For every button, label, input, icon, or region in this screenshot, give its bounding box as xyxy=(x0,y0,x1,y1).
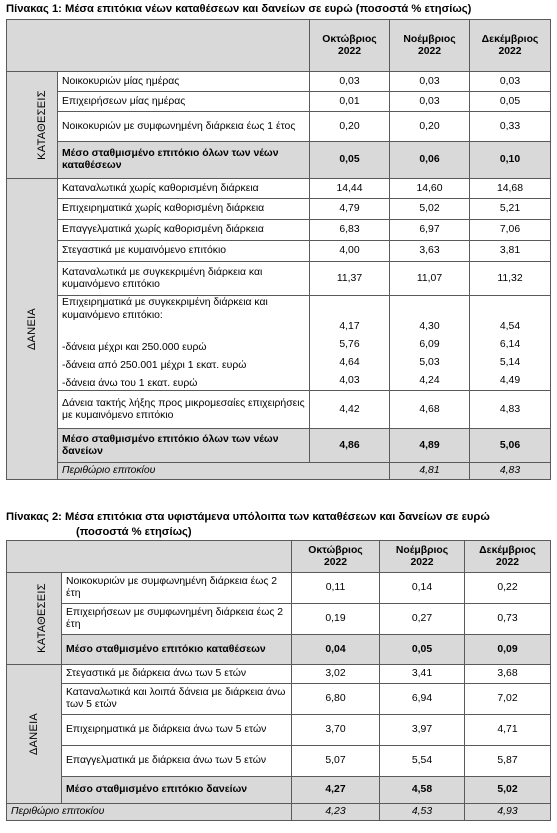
table1-month-oct: Οκτώβριος 2022 xyxy=(310,20,390,72)
table-row xyxy=(7,715,551,746)
table2 xyxy=(6,540,551,821)
table-row xyxy=(7,746,551,777)
cell-value: 5,06 xyxy=(470,429,551,463)
table2-month-nov: Νοέμβριος 2022 xyxy=(380,541,465,573)
row-label: Καταναλωτικά με συγκεκριμένη διάρκεια και κυμαινόμενο επιτόκιο xyxy=(58,262,310,296)
row-label: Δάνεια τακτής λήξης προς μικρομεσαίες επιχειρήσεις με κυμαινόμενο επιτόκιο xyxy=(58,391,310,429)
cell-value: 6,94 xyxy=(380,684,465,715)
table2-title-line2: (ποσοστά % ετησίως) xyxy=(76,526,192,538)
table-row xyxy=(7,684,551,715)
table2-loans-average-row xyxy=(7,777,551,804)
cell-value: 4,23 xyxy=(292,804,380,821)
table2-title xyxy=(6,510,490,524)
cell-value: 4,00 xyxy=(310,241,390,262)
row-label: Περιθώριο επιτοκίου xyxy=(7,804,292,821)
table-row xyxy=(7,604,551,635)
table1 xyxy=(6,19,551,480)
row-label: Επιχειρήσεων με συμφωνημένη διάρκεια έως 2 έτη xyxy=(62,604,292,635)
cell-value: 0,27 xyxy=(380,604,465,635)
cell-value: 4,81 xyxy=(390,463,470,480)
table-row xyxy=(7,262,551,296)
cell-value: 7,02 xyxy=(465,684,551,715)
cell-value: 3,97 xyxy=(380,715,465,746)
cell-value: 0,10 xyxy=(470,142,551,179)
table1-deposits-average-row xyxy=(7,142,551,179)
cell-value: 0,14 xyxy=(380,573,465,604)
row-label: Νοικοκυριών μίας ημέρας xyxy=(58,72,310,92)
cell-value: 4,86 xyxy=(310,429,390,463)
cell-value: 6,97 xyxy=(390,220,470,241)
cell-value: 0,01 xyxy=(310,92,390,112)
cell-value: 4,83 xyxy=(470,391,551,429)
cell-value: 4,53 xyxy=(380,804,465,821)
group-values-oct: 4,17 5,76 4,64 4,03 xyxy=(310,296,390,391)
cell-value: 6,83 xyxy=(310,220,390,241)
table1-side-deposits: ΚΑΤΑΘΕΣΕΙΣ xyxy=(7,72,58,179)
cell-value: 0,05 xyxy=(380,635,465,665)
cell-value: 0,09 xyxy=(465,635,551,665)
cell-value: 6,80 xyxy=(292,684,380,715)
cell-value: 5,02 xyxy=(465,777,551,804)
cell-value: 3,81 xyxy=(470,241,551,262)
row-label: Επαγγελματικά με διάρκεια άνω των 5 ετών xyxy=(62,746,292,777)
cell-value: 0,06 xyxy=(390,142,470,179)
cell-value: 3,68 xyxy=(465,665,551,684)
table1-title-text: Μέσα επιτόκια νέων καταθέσεων και δανείων σε ευρώ (ποσοστά % ετησίως) xyxy=(65,3,472,15)
row-label: Καταναλωτικά και λοιπά δάνεια με διάρκεια άνω των 5 ετών xyxy=(62,684,292,715)
row-label: Μέσο σταθμισμένο επιτόκιο όλων των νέων δανείων xyxy=(58,429,310,463)
cell-value: 11,37 xyxy=(310,262,390,296)
cell-value: 0,11 xyxy=(292,573,380,604)
cell-value: 14,44 xyxy=(310,179,390,199)
cell-value: 4,42 xyxy=(310,391,390,429)
cell-value: 0,05 xyxy=(310,142,390,179)
row-label-group xyxy=(58,296,310,391)
group-values-nov: 4,30 6,09 5,03 4,24 xyxy=(390,296,470,391)
table-row xyxy=(7,220,551,241)
table2-title-number: Πίνακας 2: xyxy=(6,511,62,523)
cell-value: 14,60 xyxy=(390,179,470,199)
cell-value: 0,73 xyxy=(465,604,551,635)
cell-value: 4,27 xyxy=(292,777,380,804)
table1-loans-average-row xyxy=(7,429,551,463)
table-row xyxy=(7,92,551,112)
cell-value: 3,41 xyxy=(380,665,465,684)
table-row xyxy=(7,199,551,220)
table2-deposits-average-row xyxy=(7,635,551,665)
cell-value: 7,06 xyxy=(470,220,551,241)
table1-title-number: Πίνακας 1: xyxy=(6,3,62,15)
cell-value: 14,68 xyxy=(470,179,551,199)
cell-value: 4,71 xyxy=(465,715,551,746)
cell-value: 0,20 xyxy=(310,112,390,142)
row-label: Μέσο σταθμισμένο επιτόκιο καταθέσεων xyxy=(62,635,292,665)
cell-value: 0,03 xyxy=(390,72,470,92)
table2-side-deposits: ΚΑΤΑΘΕΣΕΙΣ xyxy=(7,573,62,665)
cell-value: 0,22 xyxy=(465,573,551,604)
row-label: Μέσο σταθμισμένο επιτόκιο όλων των νέων καταθέσεων xyxy=(58,142,310,179)
table-row xyxy=(7,665,551,684)
cell-value: 0,04 xyxy=(292,635,380,665)
table-row xyxy=(7,112,551,142)
table1-month-dec: Δεκέμβριος 2022 xyxy=(470,20,551,72)
cell-value: 11,07 xyxy=(390,262,470,296)
cell-value: 4,89 xyxy=(390,429,470,463)
row-label: Καταναλωτικά χωρίς καθορισμένη διάρκεια xyxy=(58,179,310,199)
row-label: Περιθώριο επιτοκίου xyxy=(58,463,390,480)
cell-value: 0,03 xyxy=(390,92,470,112)
row-label: Επιχειρηματικά χωρίς καθορισμένη διάρκεια xyxy=(58,199,310,220)
table2-side-loans: ΔΑΝΕΙΑ xyxy=(7,665,62,804)
table2-header-row xyxy=(7,541,551,573)
sub-label: -δάνεια από 250.001 μέχρι 1 εκατ. ευρώ xyxy=(62,360,247,371)
row-label: Στεγαστικά με διάρκεια άνω των 5 ετών xyxy=(62,665,292,684)
table-row xyxy=(7,573,551,604)
table1-margin-row xyxy=(7,463,551,480)
cell-value: 0,33 xyxy=(470,112,551,142)
row-label: Νοικοκυριών με συμφωνημένη διάρκεια έως 2 έτη xyxy=(62,573,292,604)
group-values-dec: 4,54 6,14 5,14 4,49 xyxy=(470,296,551,391)
row-label: Στεγαστικά με κυμαινόμενο επιτόκιο xyxy=(58,241,310,262)
cell-value: 0,05 xyxy=(470,92,551,112)
cell-value: 3,02 xyxy=(292,665,380,684)
table-row xyxy=(7,241,551,262)
cell-value: 0,20 xyxy=(390,112,470,142)
row-label: Νοικοκυριών με συμφωνημένη διάρκεια έως 1 έτος xyxy=(58,112,310,142)
table2-title-text: Μέσα επιτόκια στα υφιστάμενα υπόλοιπα των καταθέσεων και δανείων σε ευρώ xyxy=(65,511,490,523)
table1-title xyxy=(6,2,471,16)
cell-value: 5,87 xyxy=(465,746,551,777)
group-label: Επιχειρηματικά με συγκεκριμένη διάρκεια και κυμαινόμενο επιτόκιο: xyxy=(62,297,268,321)
table1-header-row xyxy=(7,20,551,72)
table2-margin-row xyxy=(7,804,551,821)
cell-value: 0,03 xyxy=(310,72,390,92)
row-label: Επαγγελματικά χωρίς καθορισμένη διάρκεια xyxy=(58,220,310,241)
table2-month-dec: Δεκέμβριος 2022 xyxy=(465,541,551,573)
cell-value: 3,70 xyxy=(292,715,380,746)
table2-month-oct: Οκτώβριος 2022 xyxy=(292,541,380,573)
cell-value: 0,19 xyxy=(292,604,380,635)
cell-value: 4,83 xyxy=(470,463,551,480)
table-row xyxy=(7,72,551,92)
cell-value: 5,02 xyxy=(390,199,470,220)
row-label: Μέσο σταθμισμένο επιτόκιο δανείων xyxy=(62,777,292,804)
cell-value: 5,07 xyxy=(292,746,380,777)
cell-value: 4,79 xyxy=(310,199,390,220)
cell-value: 4,58 xyxy=(380,777,465,804)
cell-value: 0,03 xyxy=(470,72,551,92)
table1-month-nov: Νοέμβριος 2022 xyxy=(390,20,470,72)
row-label: Επιχειρηματικά με διάρκεια άνω των 5 ετών xyxy=(62,715,292,746)
cell-value: 3,63 xyxy=(390,241,470,262)
sub-label: -δάνεια μέχρι και 250.000 ευρώ xyxy=(62,342,207,353)
row-label: Επιχειρήσεων μίας ημέρας xyxy=(58,92,310,112)
table1-side-loans: ΔΑΝΕΙΑ xyxy=(7,179,58,480)
cell-value: 4,68 xyxy=(390,391,470,429)
table-row xyxy=(7,179,551,199)
cell-value: 4,93 xyxy=(465,804,551,821)
cell-value: 5,21 xyxy=(470,199,551,220)
table-row xyxy=(7,391,551,429)
sub-label: -δάνεια άνω του 1 εκατ. ευρώ xyxy=(62,378,198,389)
table1-business-group-row xyxy=(7,296,551,391)
cell-value: 11,32 xyxy=(470,262,551,296)
cell-value: 5,54 xyxy=(380,746,465,777)
